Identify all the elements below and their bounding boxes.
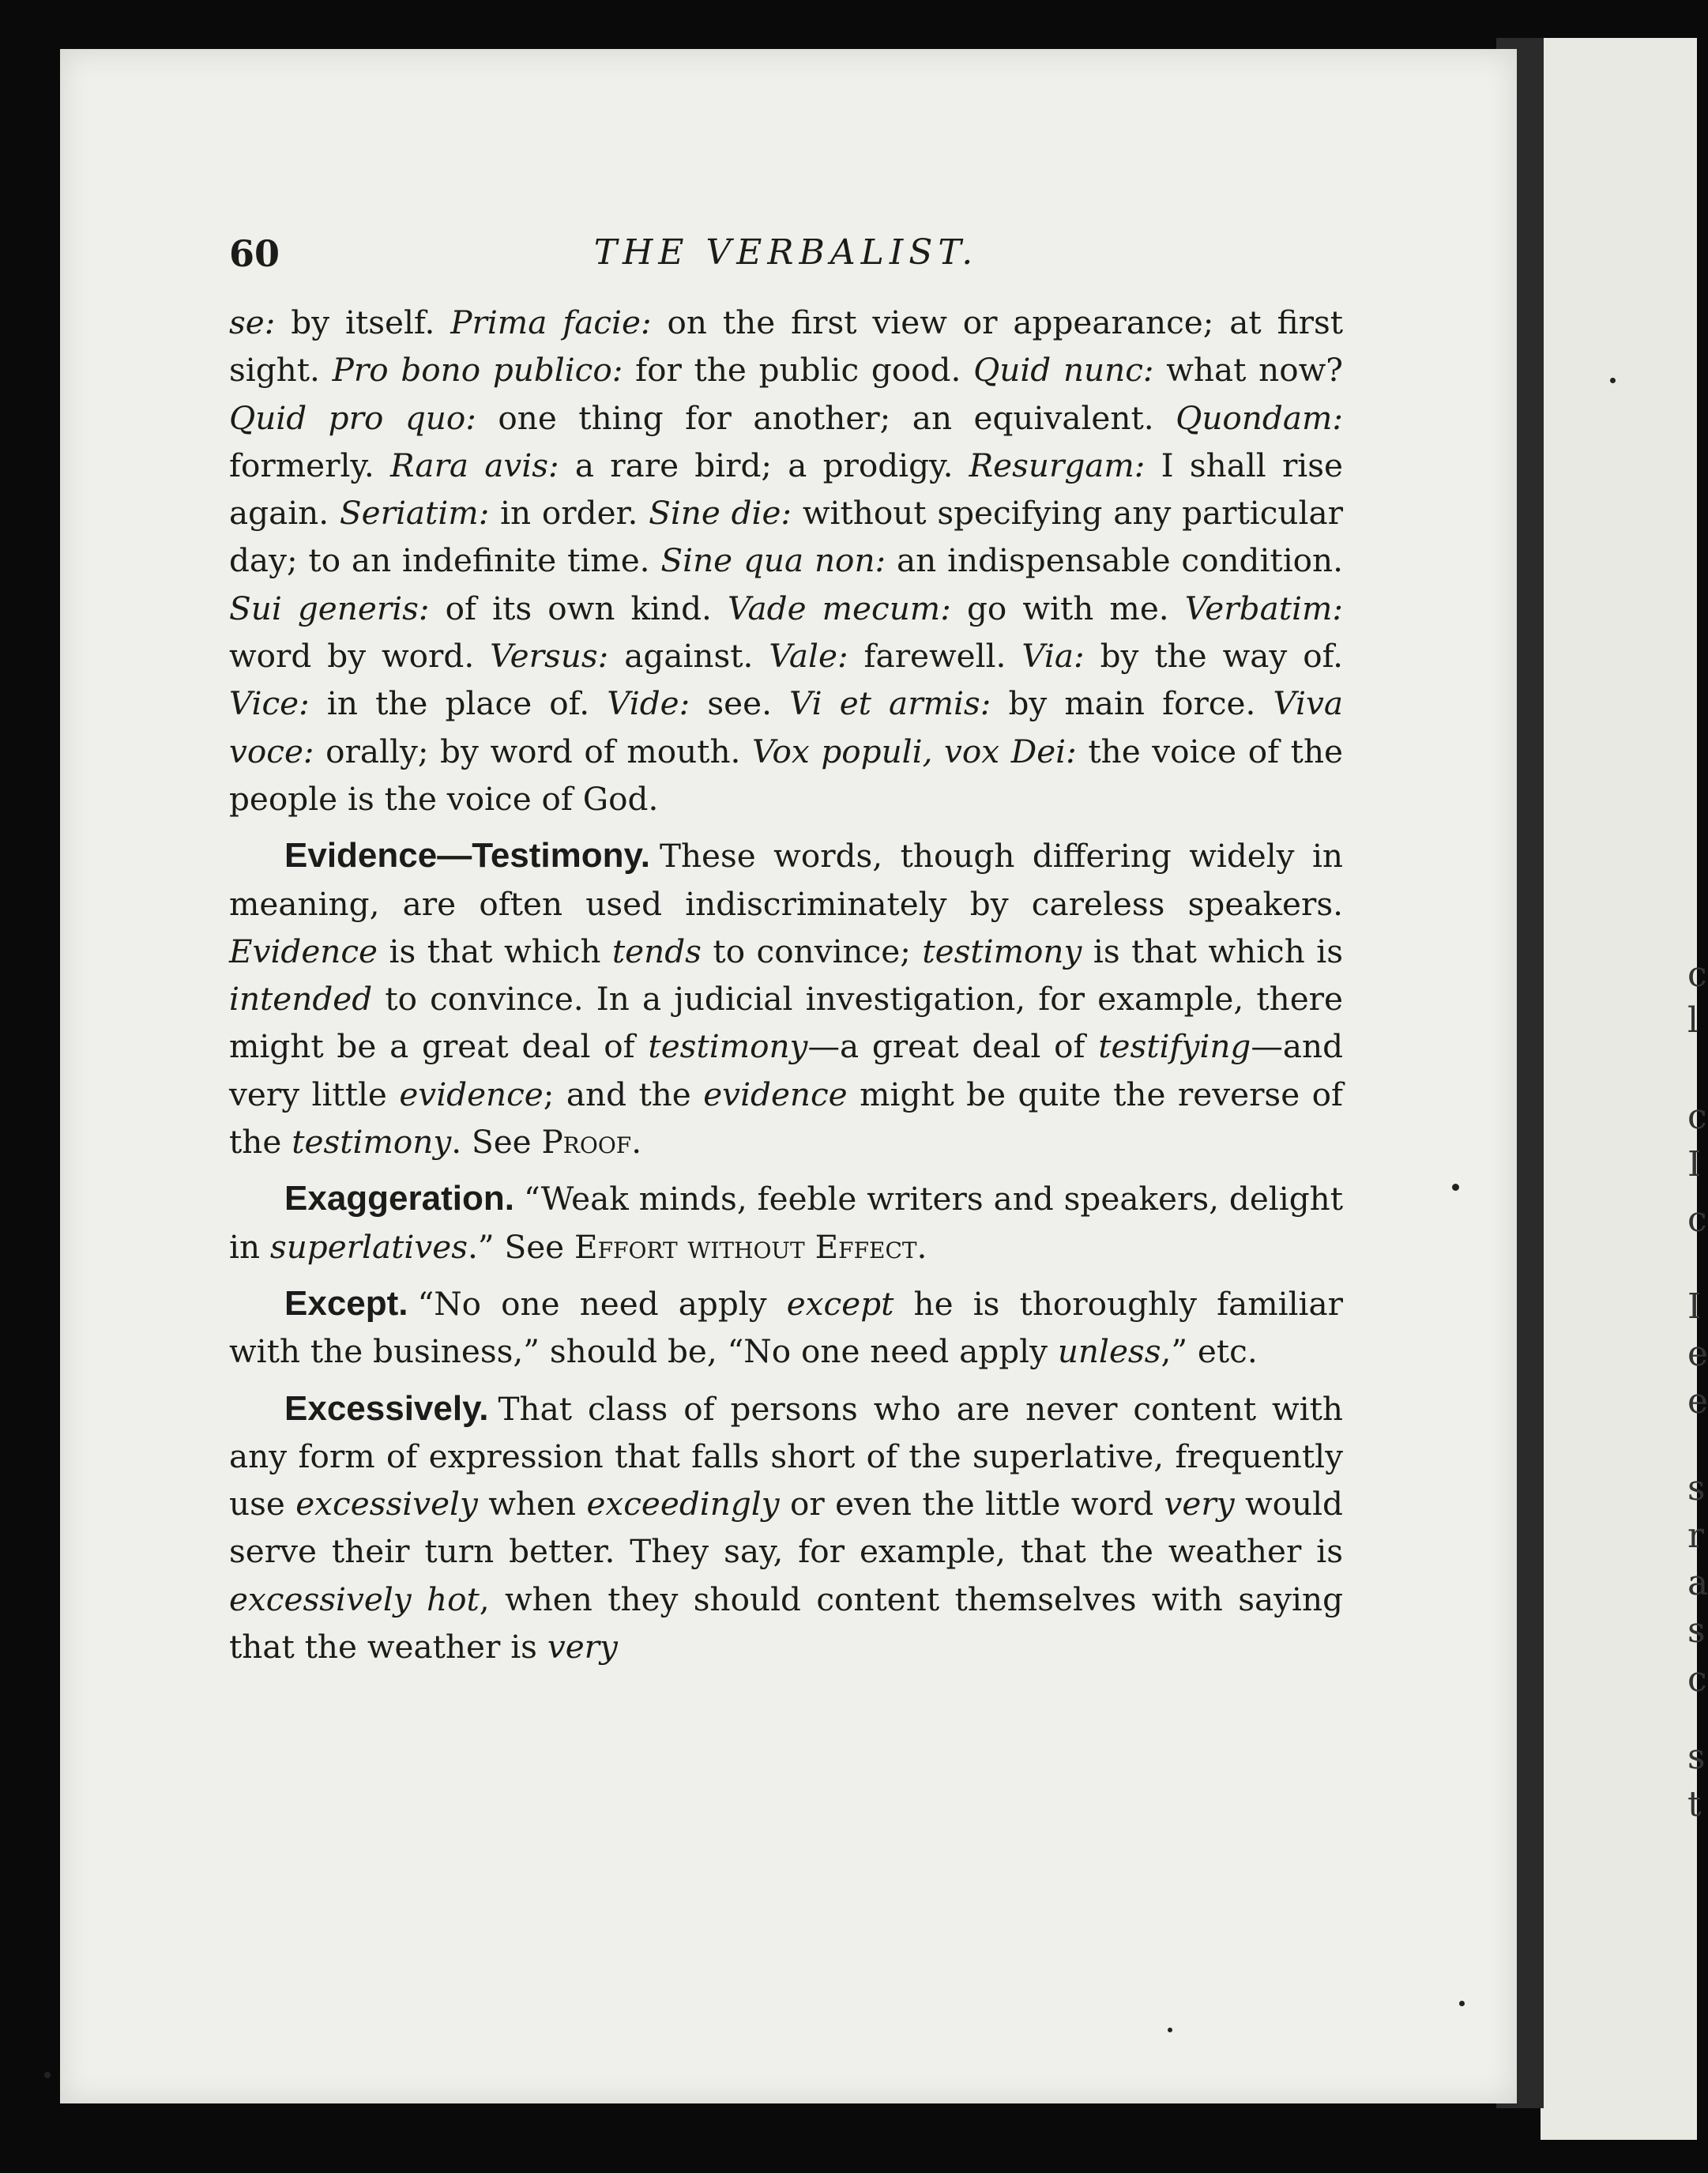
facing-page-fragment: e <box>1687 1381 1708 1422</box>
facing-page-fragment: s <box>1687 1610 1706 1651</box>
facing-page-fragment: c <box>1687 1659 1707 1700</box>
cross-reference: Effort without Effect <box>574 1227 917 1266</box>
continuation-paragraph: se: by itself. Prima facie: on the first view or appearance; at first sight. Pro bono publico: for the public good. Quid nunc: what now? Quid pro quo: one thing for another; an equivalent. Quondam: formerly. Rara avis: a rare bird; a prodigy. Resurgam: I shall rise again. Seriatim: in order. Sine die: without specifying any particular day; to an indefinite time. Sine qua non: an indispensable condition. Sui generis: of its own kind. Vade mecum: go with me. Verbatim: word by word. Versus: against. Vale: farewell. Via: by the way of. Vice: in the place of. Vide: see. Vi et armis: by main force. Viva voce: orally; by word of mouth. Vox populi, vox Dei: the voice of the people is the voice of God. <box>229 303 1344 818</box>
facing-page-fragment: c <box>1687 1199 1707 1240</box>
entry-term: Excessively. <box>284 1388 489 1428</box>
facing-page-fragment: I <box>1687 1144 1702 1184</box>
facing-page-edge <box>1541 38 1708 2140</box>
facing-page-fragment: e <box>1687 1334 1708 1374</box>
running-title: THE VERBALIST. <box>593 232 979 273</box>
facing-page-fragment: r <box>1687 1516 1705 1556</box>
entry-evidence-testimony: Evidence—Testimony. These words, though differing widely in meaning, are often used indiscriminately by careless speakers. Evidence is that which tends to convince; testimony is that which is intended to convince. In a judicial investigation, for example, there might be a great deal of testimony—a great deal of testifying—and very little evidence; and the evidence might be quite the reverse of the testimony. See Proof. <box>229 836 1344 1162</box>
facing-page-fragment: a <box>1687 1563 1708 1603</box>
facing-page-fragment: s <box>1687 1468 1706 1508</box>
entry-term: Evidence—Testimony. <box>284 836 650 876</box>
entry-term: Except. <box>284 1283 408 1323</box>
page-content <box>229 226 1343 1670</box>
facing-page-fragment: c <box>1687 955 1707 995</box>
entry-excessively: Excessively. That class of persons who are never content with any form of expression that falls short of the superlative, frequently use excessively when exceedingly or even the little word very would serve their turn better. They say, for example, that the weather is excessively hot, when they should content themselves with saying that the weather is very <box>229 1388 1344 1666</box>
facing-page-fragment: t <box>1687 1784 1702 1825</box>
facing-page-fragment: s <box>1687 1737 1706 1777</box>
facing-page-fragment: l <box>1687 1000 1699 1041</box>
running-head <box>229 226 1343 289</box>
facing-page-fragment: c <box>1687 1097 1707 1137</box>
facing-page-fragment: I <box>1687 1286 1702 1327</box>
entry-except: Except. “No one need apply except he is thoroughly familiar with the business,” should be, “No one need apply unless,” etc. <box>229 1283 1343 1371</box>
page-number: 60 <box>229 232 280 275</box>
entry-exaggeration: Exaggeration. “Weak minds, feeble writers and speakers, delight in superlatives.” See Effort without Effect. <box>229 1179 1343 1266</box>
cross-reference: Proof <box>541 1123 632 1162</box>
entry-term: Exaggeration. <box>284 1179 514 1218</box>
